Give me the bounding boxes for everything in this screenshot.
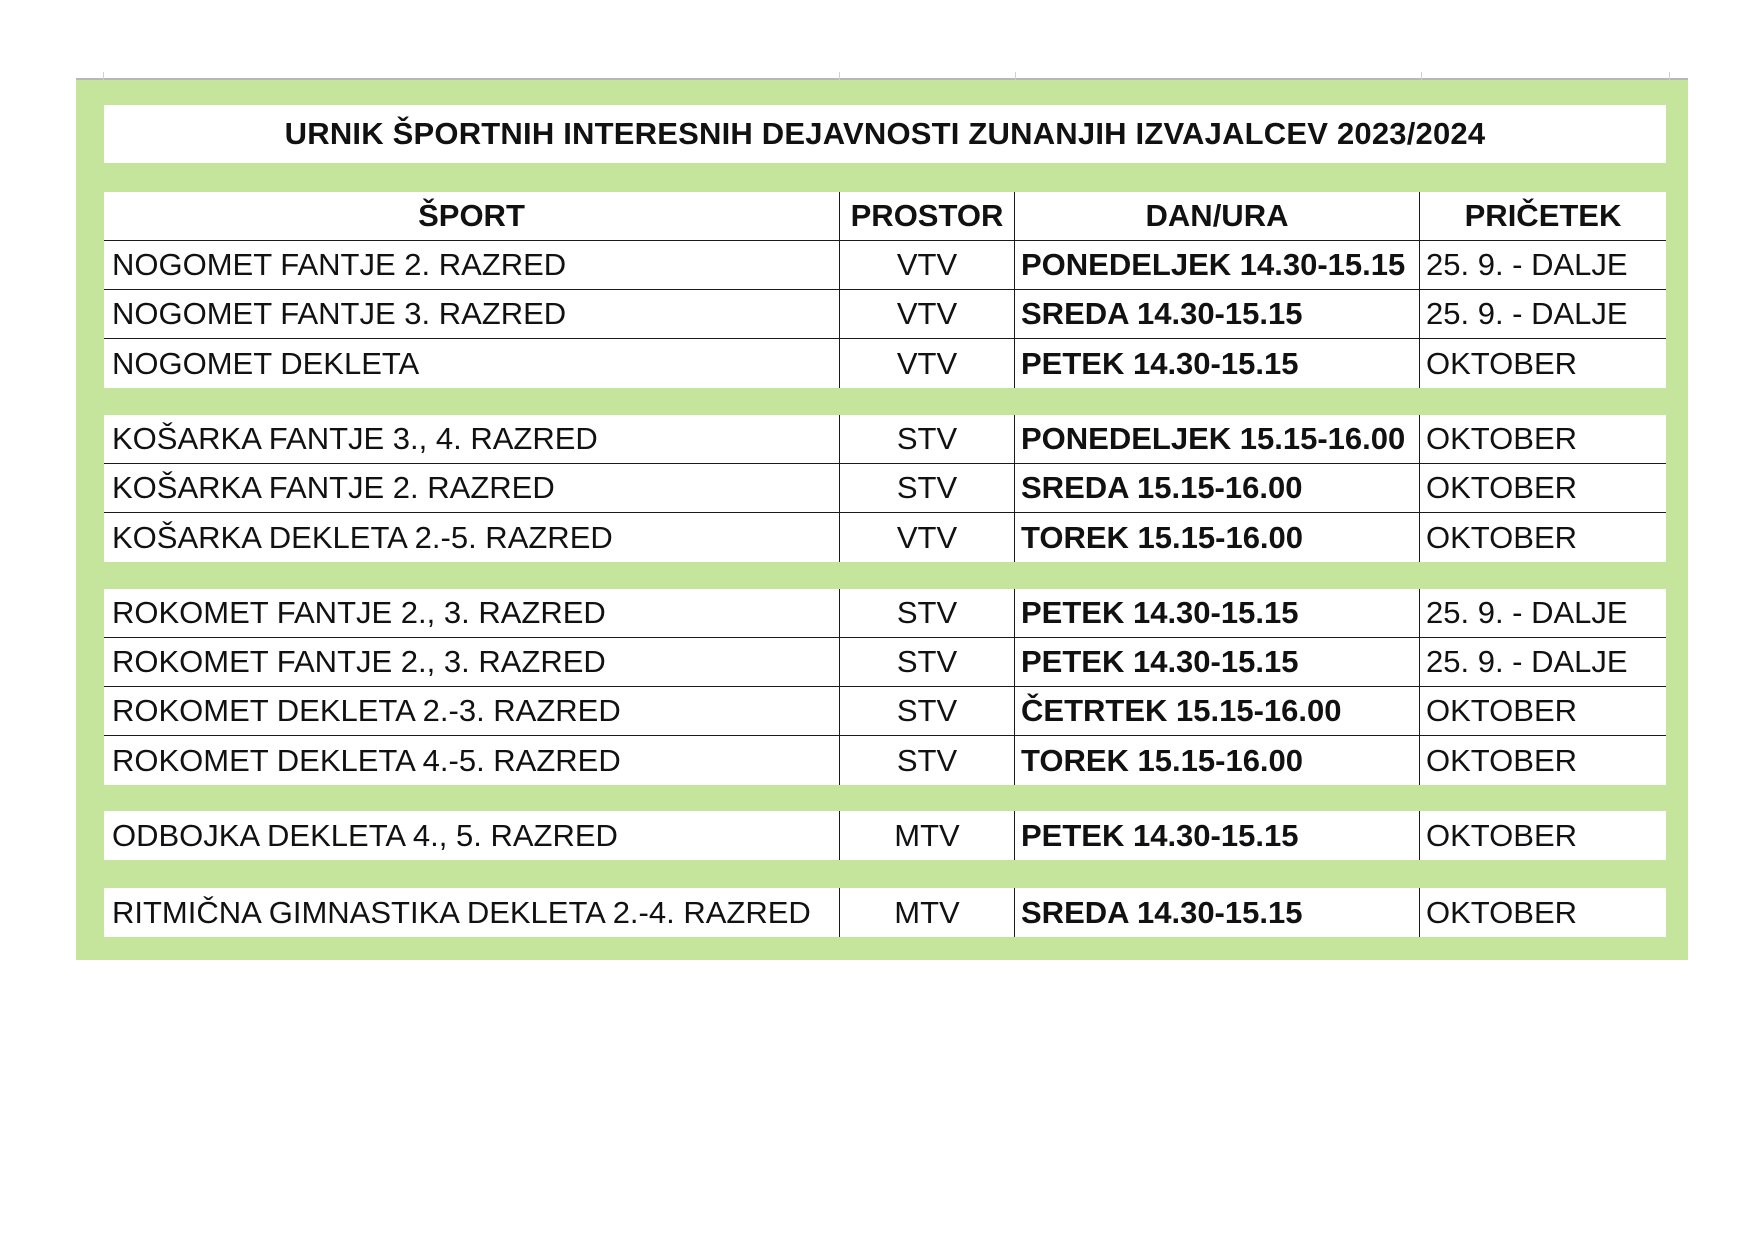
- column-tick: [839, 72, 840, 80]
- pricetek-cell: OKTOBER: [1426, 742, 1578, 778]
- table-block-kosarka: [104, 415, 1666, 562]
- table-row: [104, 241, 1666, 290]
- pricetek-cell: OKTOBER: [1426, 519, 1578, 555]
- prostor-cell: MTV: [840, 888, 1015, 937]
- dan-ura-cell: SREDA 15.15-16.00: [1015, 464, 1420, 512]
- sport-cell: KOŠARKA FANTJE 3., 4. RAZRED: [104, 415, 840, 463]
- sport-cell: ROKOMET FANTJE 2., 3. RAZRED: [104, 589, 840, 637]
- dan-ura-cell: PONEDELJEK 15.15-16.00: [1015, 415, 1420, 463]
- prostor-cell: STV: [840, 638, 1015, 686]
- sport-cell: NOGOMET FANTJE 3. RAZRED: [104, 290, 840, 338]
- pricetek-cell: 25. 9. - DALJE: [1426, 247, 1628, 282]
- prostor-cell: STV: [840, 736, 1015, 785]
- table-row: [104, 339, 1666, 388]
- pricetek-cell: OKTOBER: [1426, 421, 1578, 456]
- pricetek-cell: OKTOBER: [1426, 817, 1578, 853]
- pricetek-cell: OKTOBER: [1426, 693, 1578, 728]
- table-row: [104, 638, 1666, 687]
- sport-cell: NOGOMET DEKLETA: [104, 339, 840, 388]
- table-row: [104, 513, 1666, 562]
- table-header-row: [104, 192, 1666, 241]
- dan-ura-cell: PETEK 14.30-15.15: [1015, 638, 1420, 686]
- pricetek-cell: 25. 9. - DALJE: [1426, 644, 1628, 679]
- table-row: [104, 589, 1666, 638]
- prostor-cell: MTV: [840, 811, 1015, 860]
- sport-cell: NOGOMET FANTJE 2. RAZRED: [104, 241, 840, 289]
- pricetek-cell: OKTOBER: [1426, 894, 1578, 930]
- prostor-cell: VTV: [840, 241, 1015, 289]
- prostor-cell: VTV: [840, 339, 1015, 388]
- prostor-cell: STV: [840, 415, 1015, 463]
- table-row: [104, 888, 1666, 937]
- pricetek-cell: 25. 9. - DALJE: [1426, 296, 1628, 331]
- sport-cell: ODBOJKA DEKLETA 4., 5. RAZRED: [104, 811, 840, 860]
- table-row: [104, 290, 1666, 339]
- column-tick: [1421, 72, 1422, 80]
- prostor-cell: VTV: [840, 290, 1015, 338]
- header-sport: ŠPORT: [104, 192, 840, 240]
- dan-ura-cell: PETEK 14.30-15.15: [1015, 811, 1420, 860]
- sport-cell: RITMIČNA GIMNASTIKA DEKLETA 2.-4. RAZRED: [104, 888, 840, 937]
- header-dan-ura: DAN/URA: [1015, 192, 1420, 240]
- prostor-cell: STV: [840, 687, 1015, 735]
- prostor-cell: STV: [840, 589, 1015, 637]
- pricetek-cell: OKTOBER: [1426, 470, 1578, 505]
- prostor-cell: STV: [840, 464, 1015, 512]
- dan-ura-cell: PETEK 14.30-15.15: [1015, 589, 1420, 637]
- table-row: [104, 464, 1666, 513]
- dan-ura-cell: TOREK 15.15-16.00: [1015, 513, 1420, 562]
- table-row: [104, 415, 1666, 464]
- schedule-title: URNIK ŠPORTNIH INTERESNIH DEJAVNOSTI ZUNANJIH IZVAJALCEV 2023/2024: [104, 105, 1666, 163]
- column-tick: [1669, 72, 1670, 80]
- header-prostor: PROSTOR: [840, 192, 1015, 240]
- table-block-odbojka: [104, 811, 1666, 860]
- sport-cell: KOŠARKA FANTJE 2. RAZRED: [104, 464, 840, 512]
- dan-ura-cell: TOREK 15.15-16.00: [1015, 736, 1420, 785]
- sport-cell: ROKOMET DEKLETA 4.-5. RAZRED: [104, 736, 840, 785]
- pricetek-cell: OKTOBER: [1426, 345, 1578, 381]
- sport-cell: KOŠARKA DEKLETA 2.-5. RAZRED: [104, 513, 840, 562]
- dan-ura-cell: PETEK 14.30-15.15: [1015, 339, 1420, 388]
- sport-cell: ROKOMET DEKLETA 2.-3. RAZRED: [104, 687, 840, 735]
- table-block-rokomet: [104, 589, 1666, 785]
- dan-ura-cell: SREDA 14.30-15.15: [1015, 888, 1420, 937]
- dan-ura-cell: SREDA 14.30-15.15: [1015, 290, 1420, 338]
- pricetek-cell: 25. 9. - DALJE: [1426, 595, 1628, 630]
- dan-ura-cell: ČETRTEK 15.15-16.00: [1015, 687, 1420, 735]
- table-row: [104, 811, 1666, 860]
- prostor-cell: VTV: [840, 513, 1015, 562]
- dan-ura-cell: PONEDELJEK 14.30-15.15: [1015, 241, 1420, 289]
- table-block-gimnastika: [104, 888, 1666, 937]
- table-row: [104, 736, 1666, 785]
- column-tick: [1015, 72, 1016, 80]
- table-block-header-nogomet: [104, 192, 1666, 388]
- header-pricetek: PRIČETEK: [1464, 198, 1622, 233]
- table-row: [104, 687, 1666, 736]
- column-tick: [103, 72, 104, 80]
- sport-cell: ROKOMET FANTJE 2., 3. RAZRED: [104, 638, 840, 686]
